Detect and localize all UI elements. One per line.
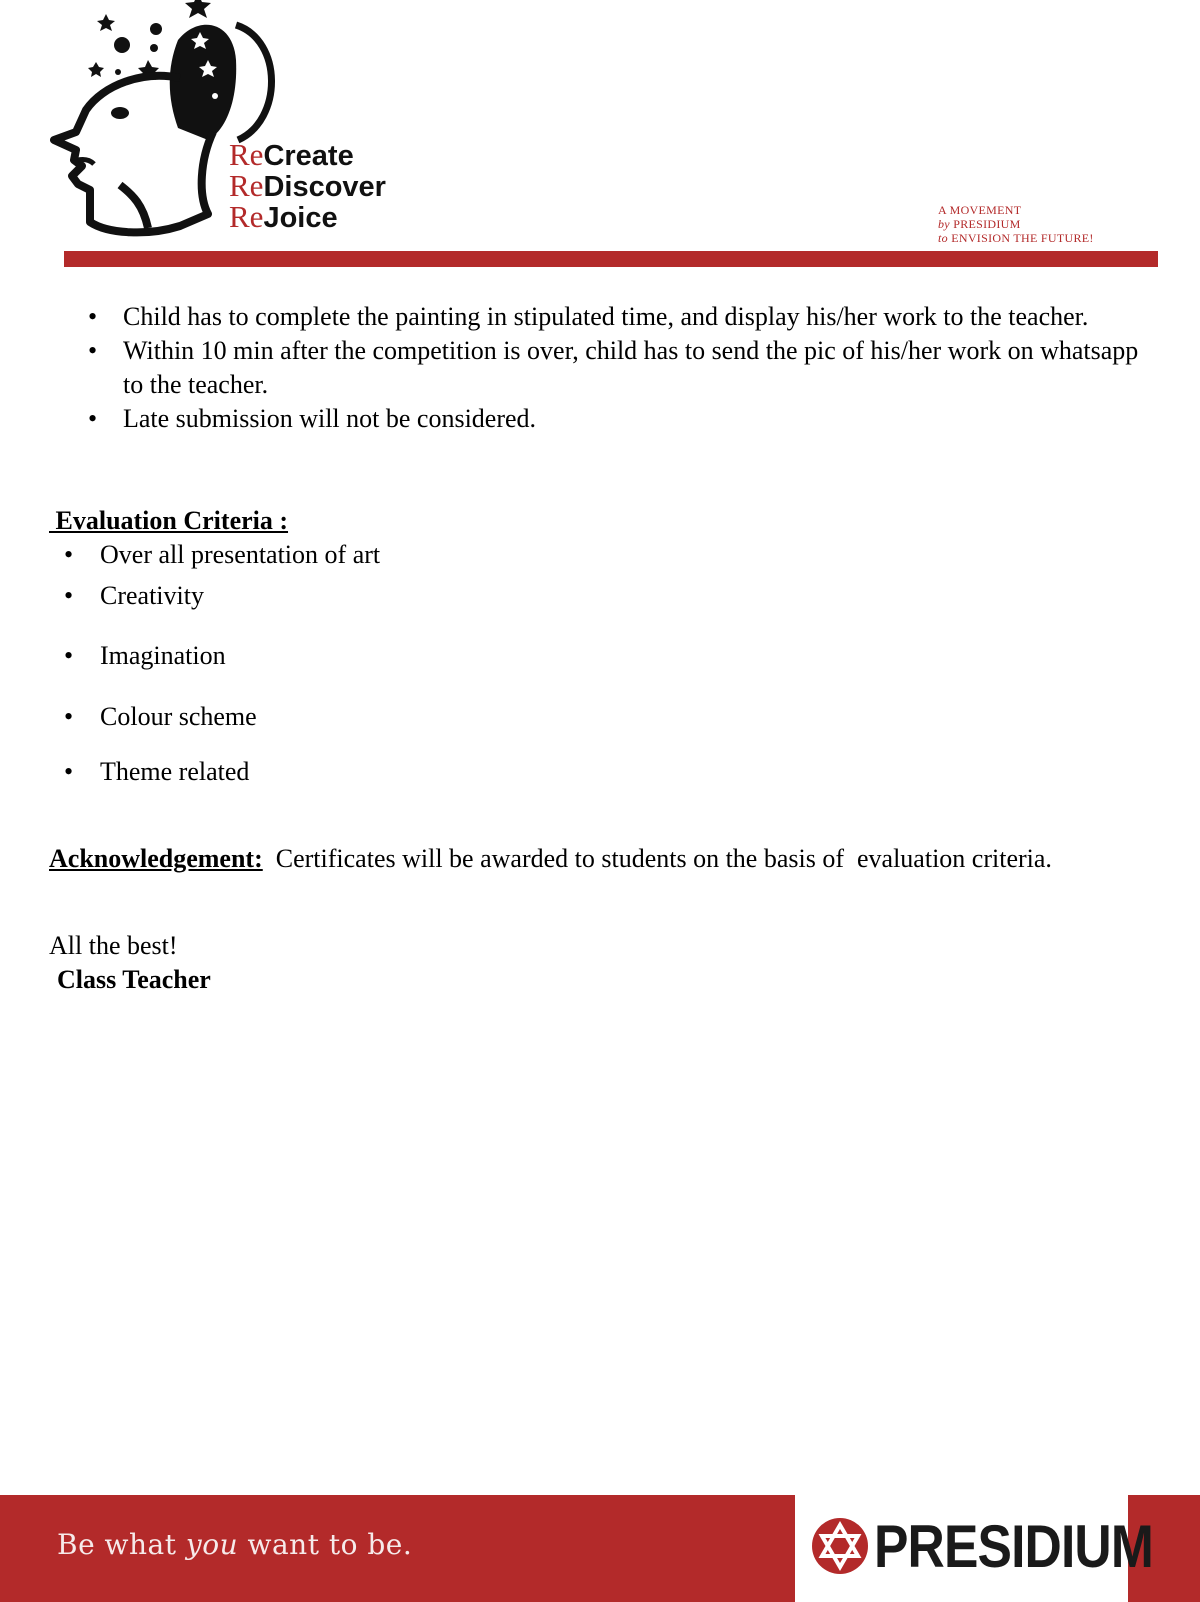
list-item: • Over all presentation of art (64, 538, 380, 572)
header-tagline (938, 203, 1094, 245)
presidium-brand-name: PRESIDIUM (874, 1513, 1153, 1580)
acknowledgement-paragraph (49, 842, 1149, 876)
logo-line-create: ReCreate (229, 137, 354, 172)
list-item: • Late submission will not be considered. (88, 402, 1148, 436)
list-item: • Colour scheme (64, 700, 257, 734)
tagline-line-2: to ENVISION THE FUTURE! (938, 231, 1094, 245)
closing-line: All the best! (49, 931, 178, 960)
list-item: • Child has to complete the painting in stipulated time, and display his/her work to the teacher. (88, 300, 1148, 334)
list-item: • Theme related (64, 755, 249, 789)
header-divider-bar (64, 251, 1158, 267)
signature: Class Teacher (57, 965, 211, 994)
evaluation-heading: Evaluation Criteria : (49, 506, 289, 535)
list-item: • Creativity (64, 579, 204, 613)
recreate-logo (48, 0, 448, 240)
list-item: • Within 10 min after the competition is over, child has to send the pic of his/her work on whatsapp to the teacher. (88, 334, 1148, 402)
logo-wordmark (229, 137, 386, 234)
list-item: • Imagination (64, 639, 226, 673)
footer-slogan: Be what you want to be. (57, 1528, 413, 1561)
acknowledgement-label: Acknowledgement: (49, 844, 263, 873)
logo-line-joice: ReJoice (229, 199, 338, 234)
presidium-star-icon (810, 1516, 870, 1576)
rules-list (88, 300, 1148, 436)
tagline-line-1: A MOVEMENT by PRESIDIUM (938, 203, 1022, 231)
acknowledgement-text: Certificates will be awarded to students on the basis of evaluation criteria. (262, 844, 1052, 873)
logo-line-discover: ReDiscover (229, 168, 386, 203)
